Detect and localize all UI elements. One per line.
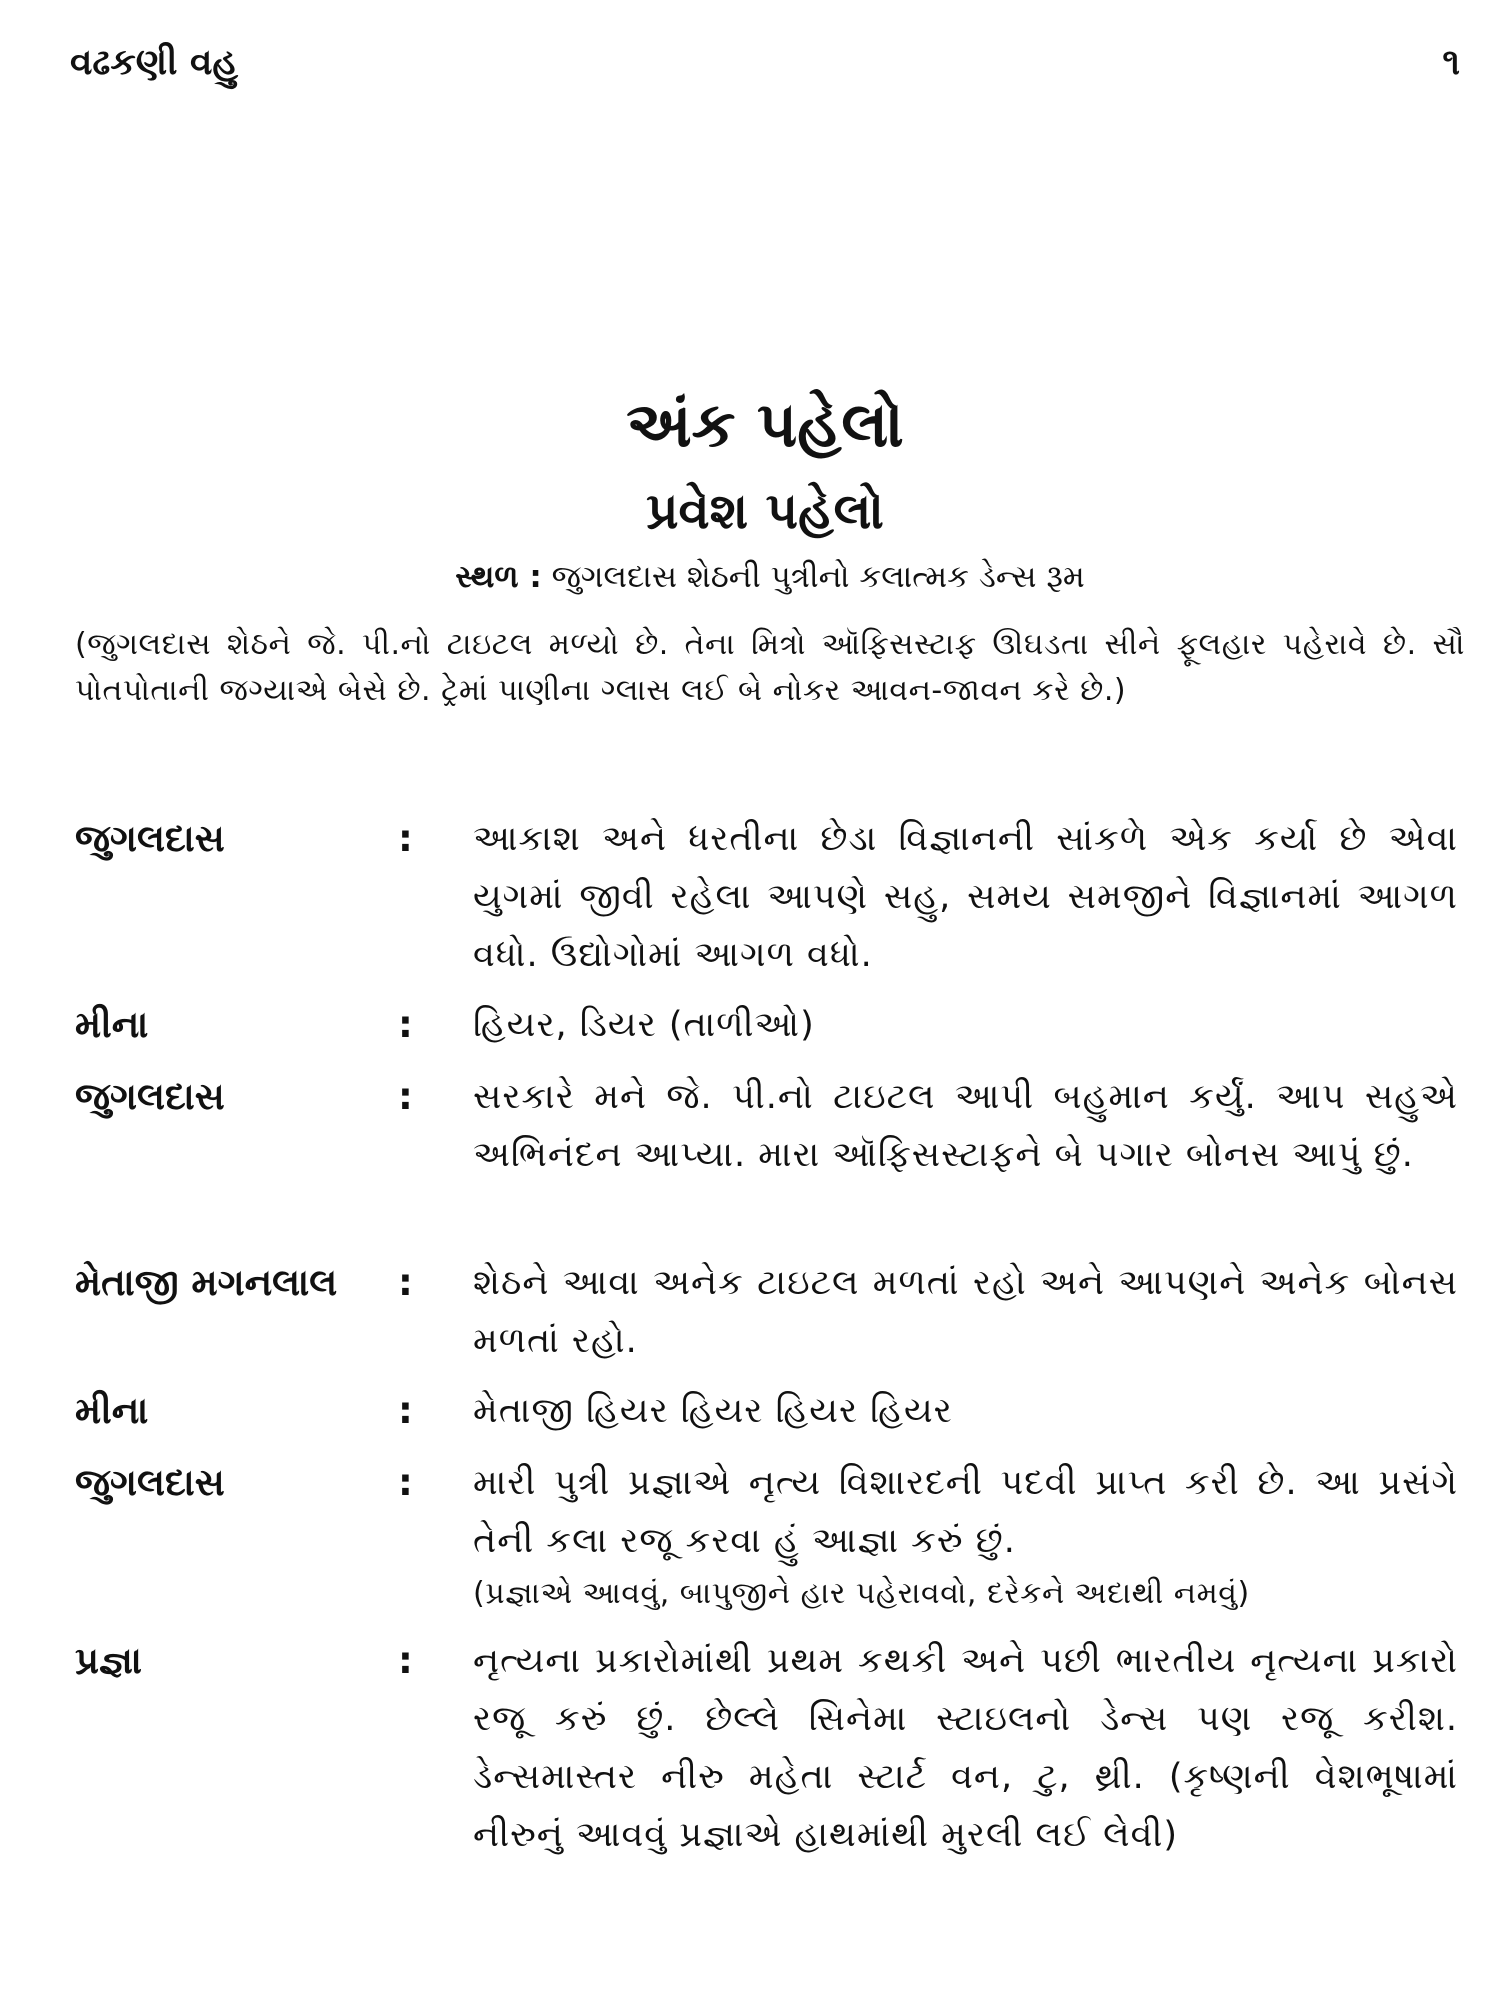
- dialogue-list: [0, 810, 1500, 1882]
- speaker-colon: :: [398, 817, 413, 860]
- speaker-name: મેતાજી મગનલાલ: [75, 1261, 338, 1304]
- speech-text: નૃત્યના પ્રકારોમાંથી પ્રથમ કથકી અને પછી ભારતીય નૃત્યના પ્રકારો રજૂ કરું છું. છેલ્લે સિનેમા સ્ટાઇલનો ડેન્સ પણ રજૂ કરીશ. ડેન્સમાસ્તર નીરુ મહેતા સ્ટાર્ટ વન, ટુ, થ્રી. (કૃષ્ણની વેશભૂષામાં નીરુનું આવવું પ્રજ્ઞાએ હાથમાંથી મુરલી લઈ લેવી): [473, 1641, 1458, 1855]
- speaker-colon: :: [398, 1639, 413, 1682]
- speaker-name: જુગલદાસ: [75, 817, 225, 860]
- dialogue-line: [0, 810, 1500, 996]
- inline-stage-direction: (પ્રજ્ઞાએ આવવું, બાપુજીને હાર પહેરાવવો, દરેકને અદાથી નમવું): [473, 1576, 1250, 1611]
- dialogue-line: [0, 1254, 1500, 1382]
- dialogue-line: [0, 1454, 1500, 1632]
- speech-text: મેતાજી હિયર હિયર હિયર હિયર: [473, 1391, 953, 1431]
- speaker-name: પ્રજ્ઞા: [75, 1639, 142, 1682]
- dialogue-line: [0, 1382, 1500, 1454]
- speaker-colon: :: [398, 1075, 413, 1118]
- speaker-name: જુગલદાસ: [75, 1461, 225, 1504]
- location-label: સ્થળ :: [455, 559, 542, 595]
- speech-text: આકાશ અને ધરતીના છેડા વિજ્ઞાનની સાંકળે એક કર્યા છે એવા યુગમાં જીવી રહેલા આપણે સહુ, સમય સમજીને વિજ્ઞાનમાં આગળ વધો. ઉદ્યોગોમાં આગળ વધો.: [473, 819, 1458, 975]
- speech-text: મારી પુત્રી પ્રજ્ઞાએ નૃત્ય વિશારદની પદવી પ્રાપ્ત કરી છે. આ પ્રસંગે તેની કલા રજૂ કરવા હું આજ્ઞા કરું છું.: [473, 1463, 1458, 1561]
- speaker-colon: :: [398, 1261, 413, 1304]
- speaker-colon: :: [398, 1389, 413, 1432]
- speech-text: શેઠને આવા અનેક ટાઇટલ મળતાં રહો અને આપણને અનેક બોનસ મળતાં રહો.: [473, 1263, 1458, 1361]
- dialogue-line: [0, 1632, 1500, 1882]
- running-title: વઢકણી વહુ: [70, 42, 238, 83]
- speech-text: હિયર, ડિયર (તાળીઓ): [473, 1005, 815, 1045]
- intro-stage-direction: (જુગલદાસ શેઠને જે. પી.નો ટાઇટલ મળ્યો છે. તેના મિત્રો ઑફિસસ્ટાફ ઊઘડતા સીને ફૂલહાર પહેરાવે છે. સૌ પોતપોતાની જગ્યાએ બેસે છે. ટ્રેમાં પાણીના ગ્લાસ લઈ બે નોકર આવન-જાવન કરે છે.): [75, 627, 1465, 708]
- speaker-name: મીના: [75, 1003, 149, 1046]
- scene-title: પ્રવેશ પહેલો: [646, 482, 884, 540]
- scene-location: [0, 555, 1500, 599]
- location-text: જુગલદાસ શેઠની પુત્રીનો કલાત્મક ડેન્સ રૂમ: [551, 559, 1085, 595]
- dialogue-line: [0, 996, 1500, 1068]
- page-number: ૧: [1442, 42, 1460, 83]
- speech-text: સરકારે મને જે. પી.નો ટાઇટલ આપી બહુમાન કર્યું. આપ સહુએ અભિનંદન આપ્યા. મારા ઑફિસસ્ટાફને બે પગાર બોનસ આપું છું.: [473, 1077, 1458, 1175]
- speaker-name: મીના: [75, 1389, 149, 1432]
- dialogue-line: [0, 1068, 1500, 1254]
- speaker-name: જુગલદાસ: [75, 1075, 225, 1118]
- speaker-colon: :: [398, 1461, 413, 1504]
- speaker-colon: :: [398, 1003, 413, 1046]
- act-title: અંક પહેલો: [626, 388, 904, 461]
